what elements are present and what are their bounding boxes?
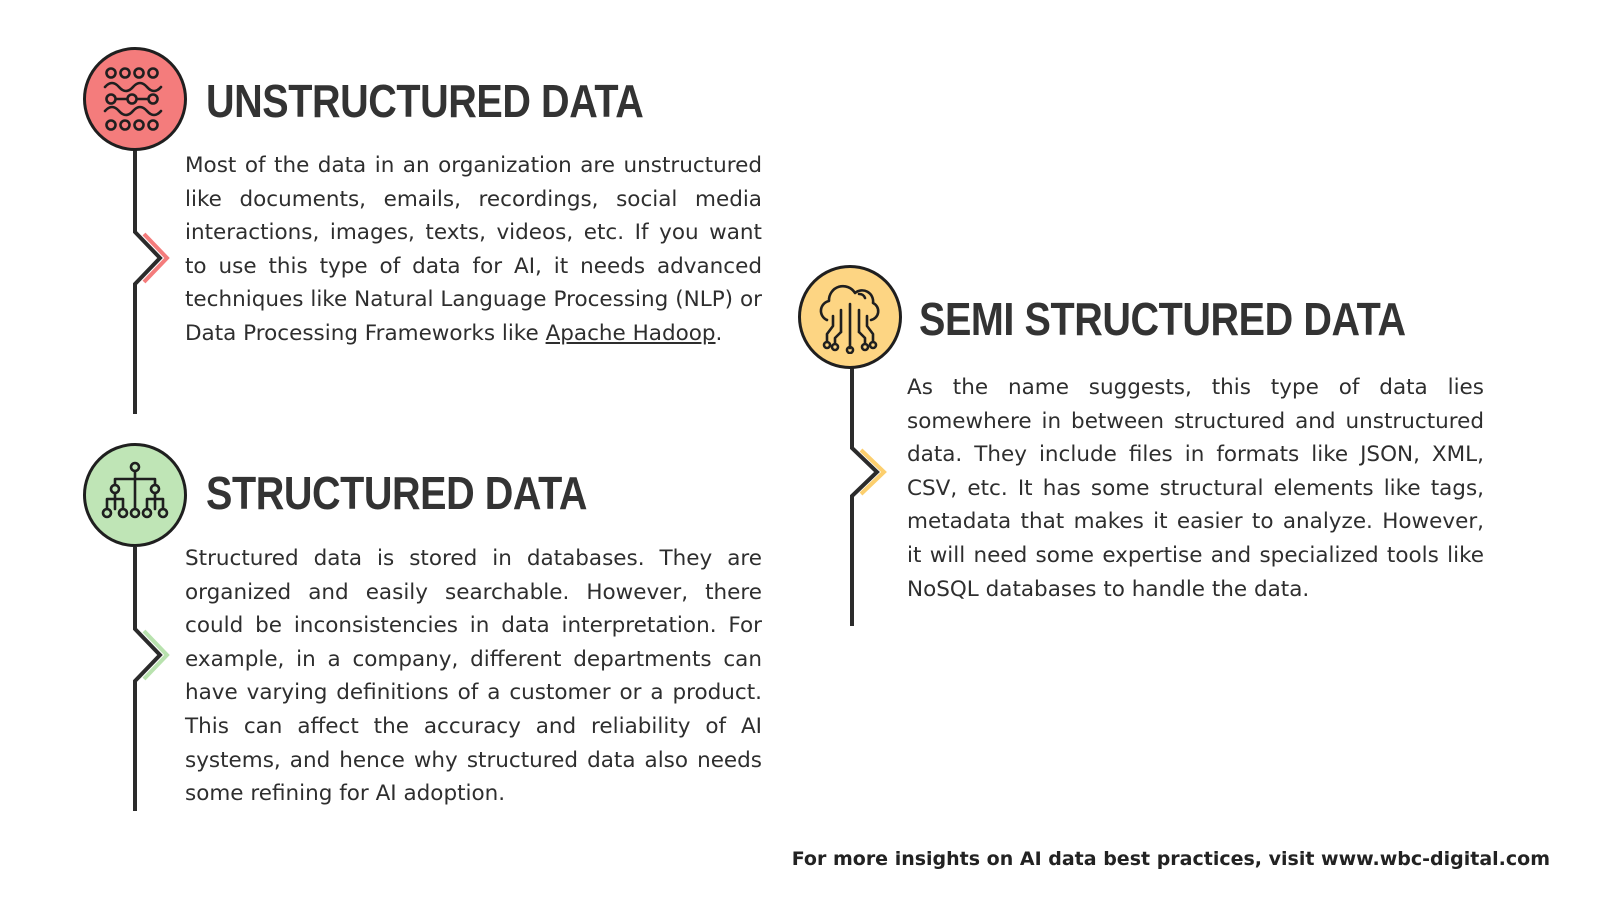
unstructured-description-text: Most of the data in an organization are unstructured like documents, emails, recordings, social media interactions, images, texts, videos, etc. If you want to use this type of data for AI, it needs advanced techniques like Natural Language Processing (NLP) or Data Processing Frameworks like bbox=[185, 153, 762, 346]
unstructured-title: UNSTRUCTURED DATA bbox=[206, 75, 644, 127]
semi-structured-description: As the name suggests, this type of data lies somewhere in between structured and unstructured data. They include files in formats like JSON, XML, CSV, etc. It has some structural elements like tags, metadata that makes it easier to analyze. However, it will need some expertise and specialized tools like NoSQL databases to handle the data. bbox=[907, 375, 1484, 602]
apache-hadoop-link[interactable]: Apache Hadoop bbox=[545, 320, 716, 346]
structured-title: STRUCTURED DATA bbox=[206, 467, 588, 519]
cloud-circuit-icon bbox=[798, 265, 902, 369]
semi-structured-title: SEMI STRUCTURED DATA bbox=[919, 293, 1406, 345]
hierarchy-tree-icon bbox=[83, 443, 187, 547]
structured-timeline bbox=[120, 547, 180, 817]
semi-structured-timeline bbox=[837, 368, 897, 633]
unstructured-description-end: . bbox=[715, 320, 723, 346]
unstructured-description bbox=[185, 149, 762, 351]
footer-note: For more insights on AI data best practices, visit www.wbc-digital.com bbox=[791, 848, 1550, 870]
structured-description: Structured data is stored in databases. They are organized and easily searchable. However, there could be inconsistencies in data interpretation. For example, in a company, different departments can have varying definitions of a customer or a product. This can affect the accuracy and reliability of AI systems, and hence why structured data also needs some refining for AI adoption. bbox=[185, 546, 762, 807]
fingerprint-icon bbox=[83, 47, 187, 151]
unstructured-timeline bbox=[120, 150, 180, 420]
